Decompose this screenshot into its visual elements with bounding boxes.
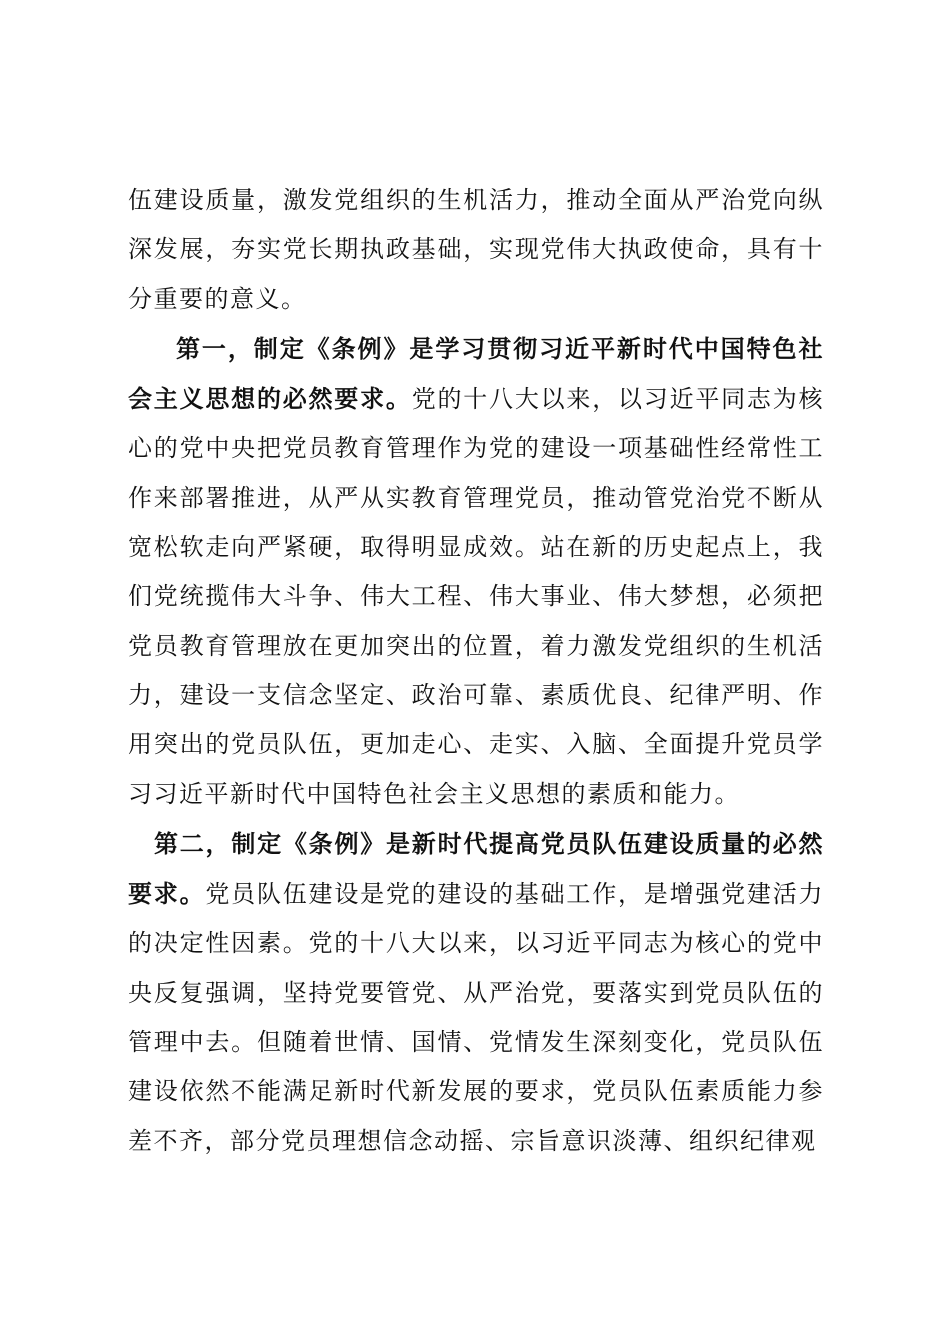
paragraph-text: 党的十八大以来，以习近平同志为核心的党中央把党员教育管理作为党的建设一项基础性经常性工作来部署推进，从严从实教育管理党员，推动管党治党不断从宽松软走向严紧硬，取得明显成效。站在新的历史起点上，我们党统揽伟大斗争、伟大工程、伟大事业、伟大梦想，必须把党员教育管理放在更加突出的位置，着力激发党组织的生机活力，建设一支信念坚定、政治可靠、素质优良、纪律严明、作用突出的党员队伍，更加走心、走实、入脑、全面提升党员学习习近平新时代中国特色社会主义思想的素质和能力。	[128, 385, 825, 808]
paragraph-first-point	[128, 324, 824, 819]
paragraph-text: 党员队伍建设是党的建设的基础工作，是增强党建活力的决定性因素。党的十八大以来，以习近平同志为核心的党中央反复强调，坚持党要管党、从严治党，要落实到党员队伍的管理中去。但随着世情、国情、党情发生深刻变化，党员队伍建设依然不能满足新时代新发展的要求，党员队伍素质能力参差不齐，部分党员理想信念动摇、宗旨意识淡薄、组织纪律观	[128, 880, 825, 1155]
paragraph-second-point	[128, 819, 824, 1166]
paragraph-text: 伍建设质量，激发党组织的生机活力，推动全面从严治党向纵深发展，夯实党长期执政基础，实现党伟大执政使命，具有十分重要的意义。	[128, 186, 824, 313]
paragraph-heading: 第一，制定《条例》是学习贯彻习近平新时代中国特色社会主义思想的必然要求。	[128, 333, 824, 414]
paragraph-continuation	[128, 176, 824, 324]
paragraph-heading: 第二，制定《条例》是新时代提高党员队伍建设质量的必然要求。	[128, 828, 824, 909]
document-body	[128, 176, 824, 1166]
